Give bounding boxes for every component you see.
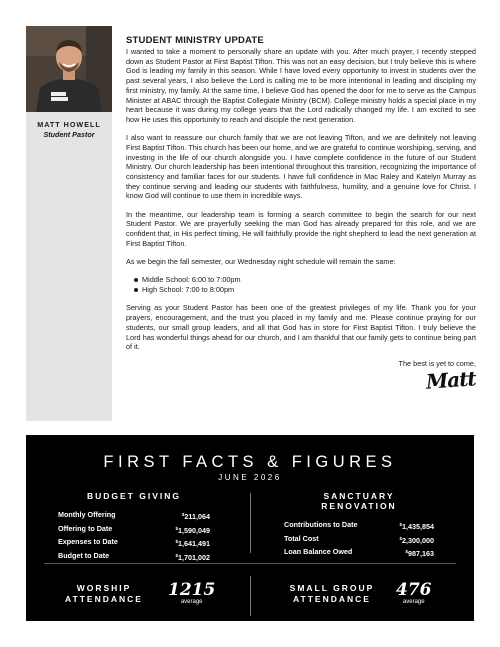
renovation-row-value: $1,435,854 — [399, 522, 434, 531]
letter-paragraph: As we begin the fall semester, our Wednesday night schedule will remain the same: — [126, 256, 396, 266]
budget-heading: BUDGET GIVING — [86, 491, 181, 501]
budget-row-label: Budget to Date — [58, 550, 110, 560]
renovation-row-label: Total Cost — [284, 533, 319, 543]
renovation-row-label: Loan Balance Owed — [284, 547, 353, 556]
budget-row — [58, 550, 210, 564]
facts-panel — [26, 435, 474, 621]
budget-row-value: $1,701,002 — [175, 552, 210, 562]
worship-attendance-unit: average — [180, 599, 203, 605]
budget-row-value: $1,641,491 — [175, 539, 210, 548]
letter-paragraph: In the meantime, our leadership team is forming a search committee to begin the search for our next Student Pastor. We are prayerfully seeking the man God has already prepared for this role, and we are confident that, in His perfect timing, He will faithfully provide the right shepherd to lead the next generation at First Baptist Tifton. — [126, 209, 476, 248]
small-group-attendance-unit: average — [402, 599, 425, 605]
letter-body — [126, 35, 476, 394]
renovation-row-value: $987,163 — [405, 549, 434, 558]
budget-row — [58, 523, 210, 537]
staff-title: Student Pastor — [43, 130, 95, 139]
budget-row-value: $211,064 — [181, 512, 210, 521]
facts-date: JUNE 2026 — [218, 473, 282, 482]
letter-paragraph: Serving as your Student Pastor has been one of the greatest privileges of my life. Thank you for your prayers, encouragement, and the trust you placed in my family and me. Please continue praying for our students, our small group leaders, and all that God has in store for First Baptist Tifton. I truly believe the Lord has wonderful things ahead for our church, and I am thankful that our family gets to continue being part of it. — [126, 303, 476, 352]
budget-row-label: Expenses to Date — [58, 537, 118, 546]
letter-paragraph: I wanted to take a moment to personally share an update with you. After much prayer, I recently stepped down as Student Pastor at First Baptist Tifton. This was not an easy decision, but I truly believe this is where God is leading my family in this season. While I have loved every opportunity to invest in students over the past several years, I also believe the Lord is calling me to be more intentional in leading and discipling my first ministry, my family. At the same time, I believe God has opened the door for me to serve as the Campus Minister at ABAC through the Baptist Collegiate Ministry (BCM). College ministry holds a special place in my heart because it was during my college years that the Lord radically changed my life. I am excited to see how He uses this opportunity to reach and disciple the next generation. — [126, 47, 476, 124]
section-divider — [44, 563, 456, 564]
budget-row — [58, 509, 210, 523]
schedule-item: High School: 7:00 to 8:00pm — [134, 285, 476, 295]
small-group-attendance-label: SMALL GROUP ATTENDANCE — [289, 582, 375, 604]
signature — [425, 366, 477, 395]
letter-paragraph: I also want to reassure our church family that we are not leaving Tifton, and we are definitely not leaving First Baptist Tifton. This church has been our home, and we are grateful to continue worshiping, serving, and investing in the life of our church alongside you. I have complete confidence in the future of our Student Ministry. Our church leadership has been intentional throughout this transition, recognizing the importance of consistency and familiar faces for our students. I have full confidence in Mac Raley and Katelyn Murray as they continue serving and leading our students with faithfulness, humility, and a genuine love for Christ. I know God will continue to use them in incredible ways. — [126, 133, 476, 201]
sanctuary-renovation-section — [284, 491, 434, 560]
renovation-row — [284, 519, 434, 533]
budget-row-label: Offering to Date — [58, 523, 113, 533]
facts-title: FIRST FACTS & FIGURES — [103, 453, 397, 471]
worship-attendance — [54, 581, 215, 606]
renovation-row-value: $2,300,000 — [399, 535, 434, 545]
small-group-attendance-value: 476 — [396, 580, 432, 600]
staff-photo — [26, 26, 112, 112]
letter-closing: The best is yet to come, — [398, 359, 476, 369]
budget-row-label: Monthly Offering — [58, 510, 116, 519]
renovation-row — [284, 533, 434, 547]
column-divider — [250, 576, 251, 616]
budget-row-value: $1,590,049 — [175, 525, 210, 535]
budget-row — [58, 536, 210, 550]
schedule-list — [134, 275, 476, 294]
worship-attendance-label: WORSHIP ATTENDANCE — [65, 582, 143, 604]
letter-heading: STUDENT MINISTRY UPDATE — [126, 35, 264, 46]
budget-giving-section — [58, 491, 210, 563]
staff-name: MATT HOWELL — [37, 120, 101, 129]
renovation-row — [284, 546, 434, 560]
column-divider — [250, 493, 251, 553]
signature-text: Matt — [425, 366, 477, 395]
renovation-heading: SANCTUARY RENOVATION — [321, 491, 397, 511]
staff-sidebar — [26, 26, 112, 421]
schedule-item: Middle School: 6:00 to 7:00pm — [134, 275, 476, 285]
renovation-row-label: Contributions to Date — [284, 520, 358, 529]
worship-attendance-value: 1215 — [168, 580, 216, 600]
small-group-attendance — [282, 581, 432, 606]
